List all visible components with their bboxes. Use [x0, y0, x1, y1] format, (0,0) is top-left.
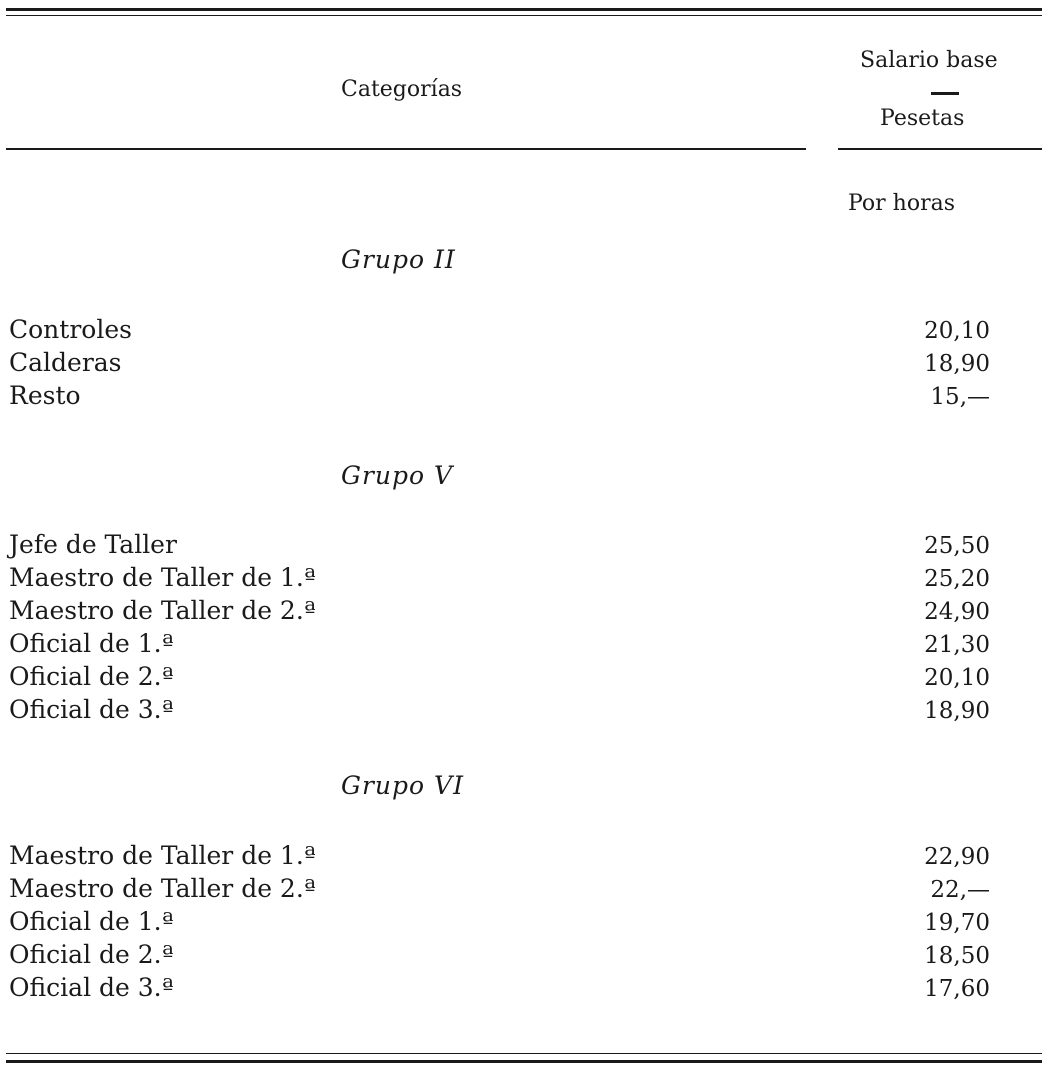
category-name: Resto — [9, 381, 81, 410]
category-name: Maestro de Taller de 1.ª — [9, 841, 316, 870]
salary-value: 24,90 — [924, 599, 990, 625]
top-rule-thick — [6, 8, 1042, 11]
category-name: Maestro de Taller de 1.ª — [9, 563, 316, 592]
category-name: Oficial de 3.ª — [9, 695, 174, 724]
header-rule-right — [838, 148, 1042, 150]
category-column-header: Categorías — [341, 77, 463, 102]
header-rule-left — [6, 148, 806, 150]
salary-value: 21,30 — [924, 632, 990, 658]
bottom-rule-thin — [6, 1053, 1042, 1054]
category-name: Maestro de Taller de 2.ª — [9, 874, 316, 903]
salary-value: 19,70 — [924, 910, 990, 936]
salary-value: 25,20 — [924, 566, 990, 592]
category-name: Jefe de Taller — [9, 530, 177, 559]
group-title: Grupo II — [341, 245, 456, 274]
salary-column-header: Salario base — [860, 48, 998, 73]
category-name: Oficial de 2.ª — [9, 662, 174, 691]
group-title: Grupo V — [341, 461, 454, 490]
category-name: Maestro de Taller de 2.ª — [9, 596, 316, 625]
salary-value: 18,50 — [924, 943, 990, 969]
currency-column-header: Pesetas — [880, 106, 965, 131]
salary-value: 18,90 — [924, 698, 990, 724]
salary-value: 25,50 — [924, 533, 990, 559]
salary-value: 20,10 — [924, 665, 990, 691]
salary-value: 18,90 — [924, 351, 990, 377]
group-title: Grupo VI — [341, 771, 464, 800]
bottom-rule-thick — [6, 1060, 1042, 1063]
category-name: Oficial de 1.ª — [9, 629, 174, 658]
category-name: Calderas — [9, 348, 122, 377]
header-dash — [931, 92, 959, 95]
category-name: Oficial de 3.ª — [9, 973, 174, 1002]
category-name: Oficial de 2.ª — [9, 940, 174, 969]
salary-value: 22,90 — [924, 844, 990, 870]
salary-value: 15,— — [930, 384, 990, 410]
salary-value: 17,60 — [924, 976, 990, 1002]
salary-value: 22,— — [930, 877, 990, 903]
unit-label: Por horas — [848, 191, 956, 216]
salary-value: 20,10 — [924, 318, 990, 344]
category-name: Controles — [9, 315, 132, 344]
category-name: Oficial de 1.ª — [9, 907, 174, 936]
top-rule-thin — [6, 15, 1042, 16]
